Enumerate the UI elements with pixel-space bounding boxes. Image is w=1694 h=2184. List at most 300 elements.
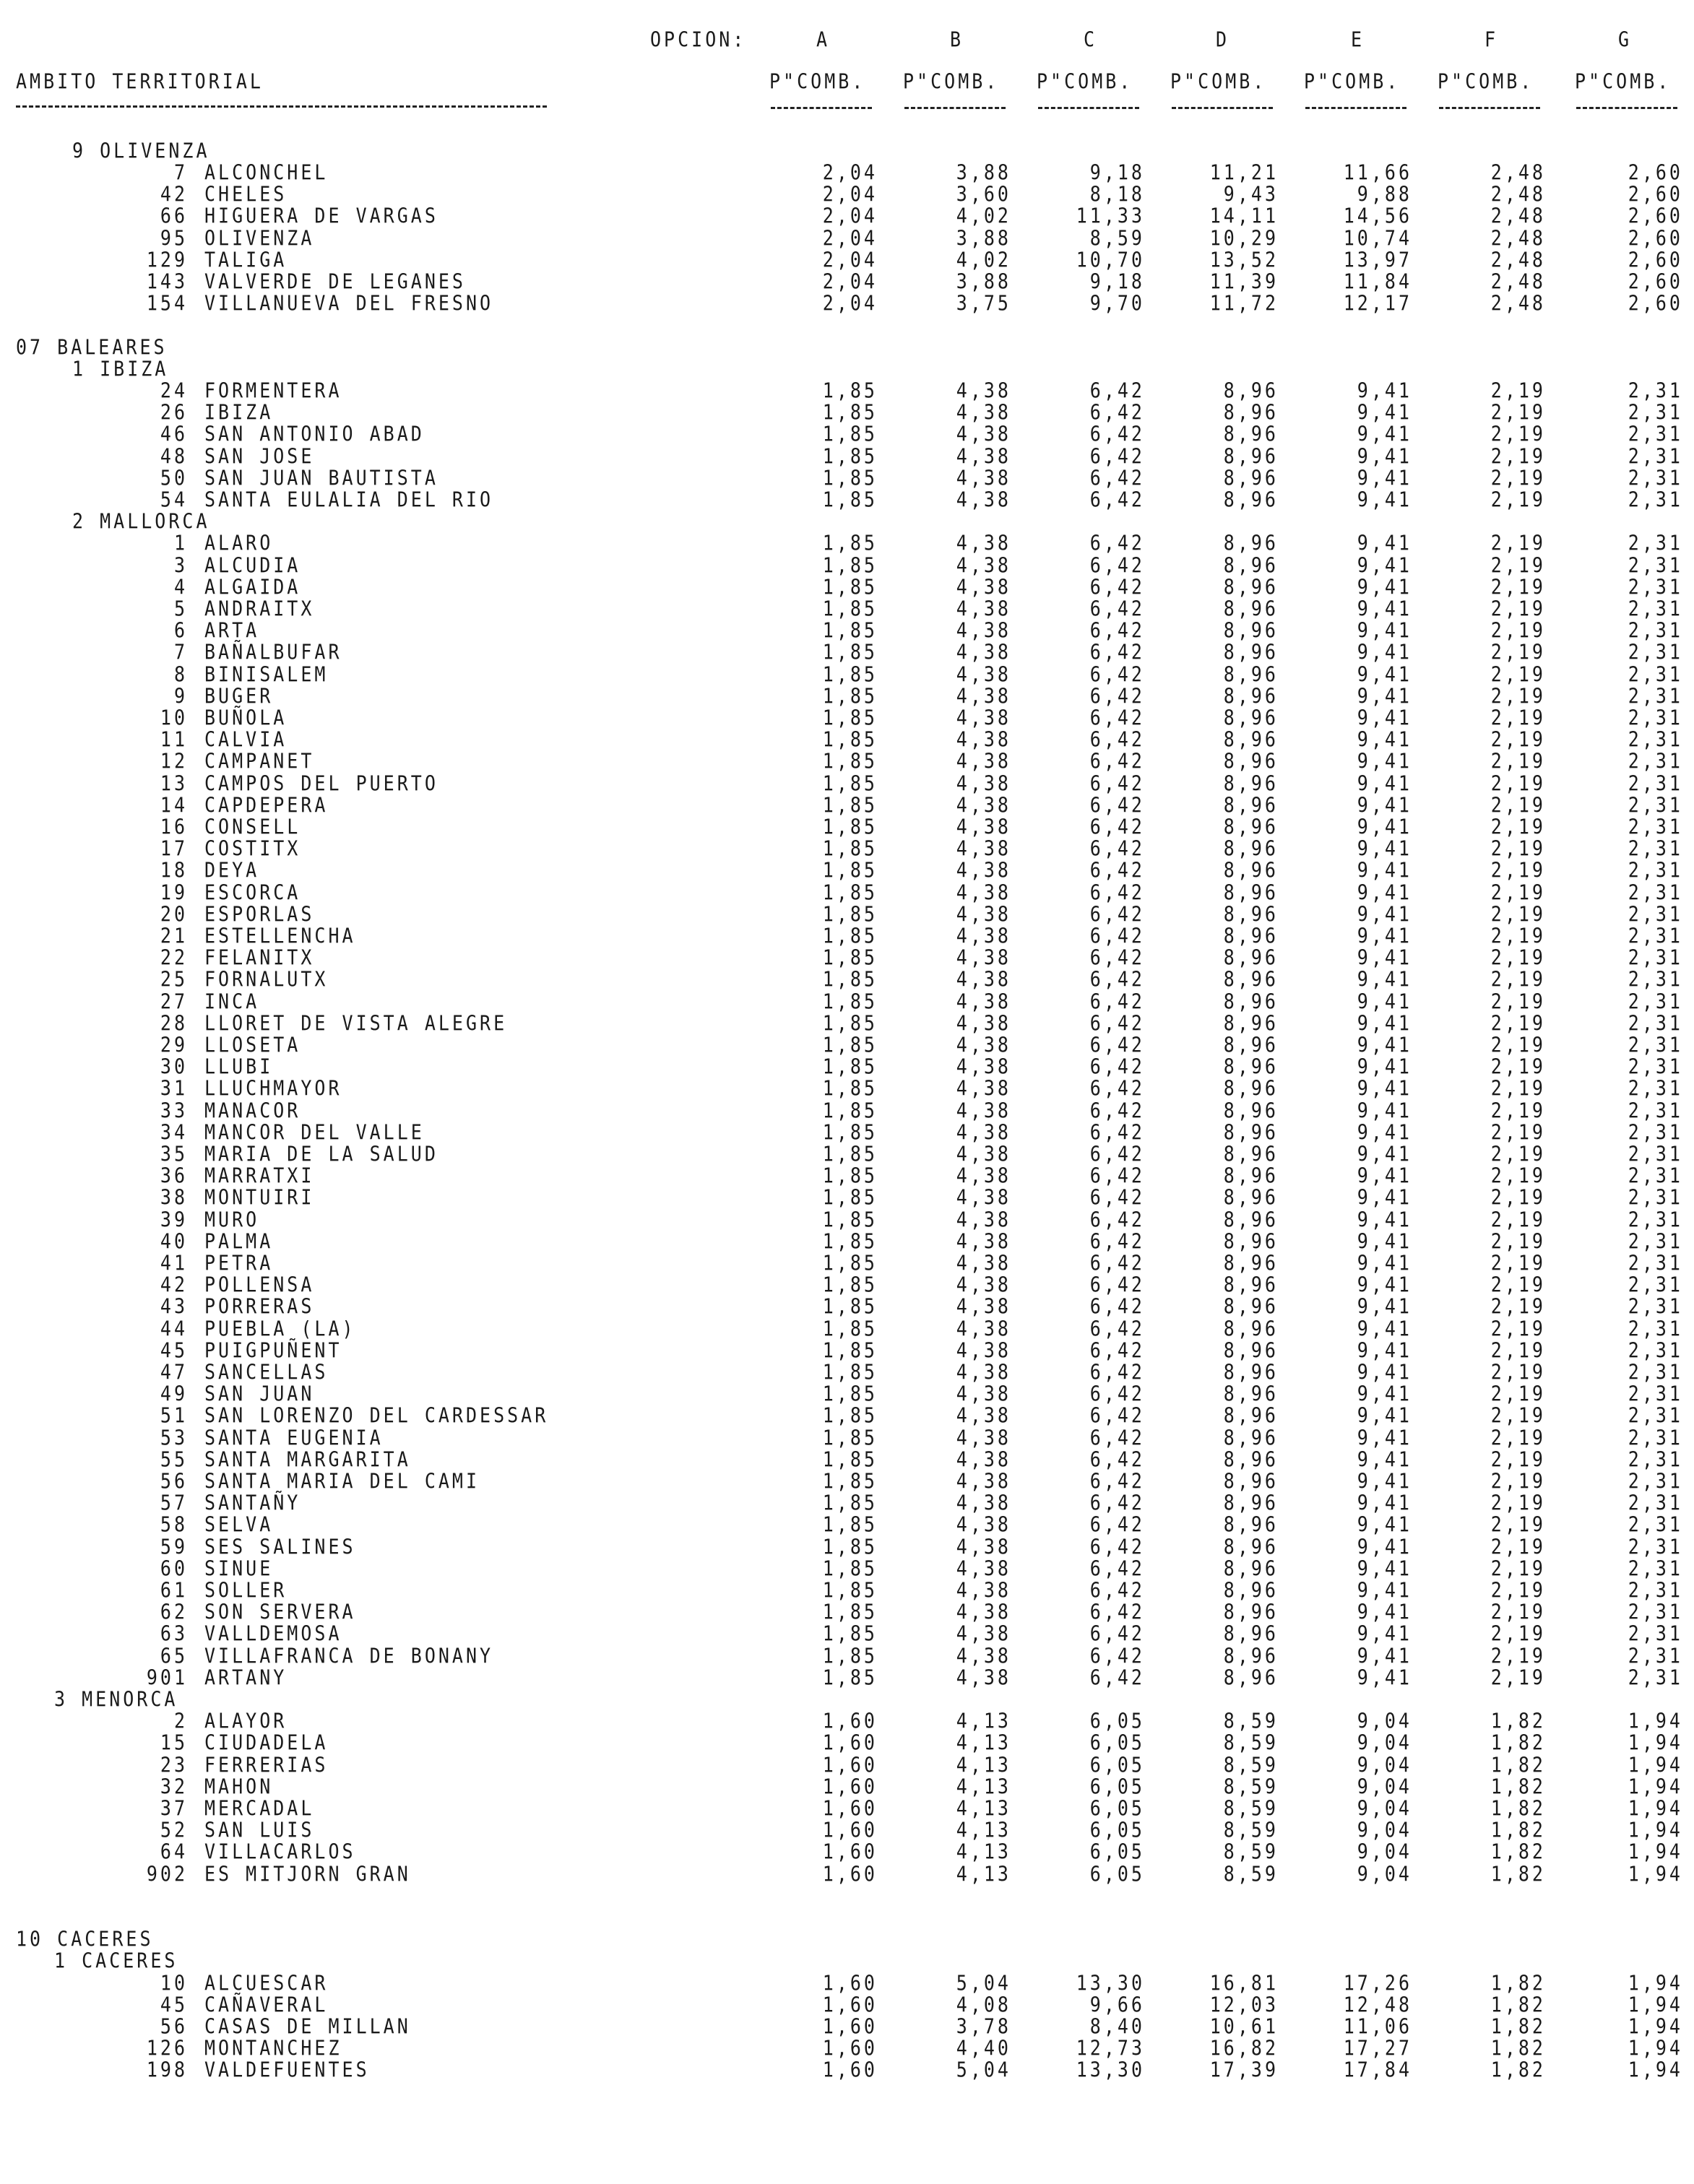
value-cell-e: 9,41: [1357, 1600, 1412, 1624]
value-cell-b: 4,38: [956, 858, 1011, 883]
value-cell-b: 4,13: [956, 1840, 1011, 1864]
municipality-name: OLIVENZA: [204, 225, 315, 250]
value-cell-e: 9,41: [1357, 1033, 1412, 1057]
municipality-name: FERRERIAS: [204, 1752, 329, 1777]
municipality-code: 24: [160, 378, 188, 403]
value-cell-e: 17,27: [1343, 2036, 1412, 2060]
municipality-name: FELANITX: [204, 945, 315, 970]
value-cell-a: 1,60: [822, 1774, 878, 1799]
municipality-name: SAN JUAN BAUTISTA: [204, 465, 438, 490]
column-underline: [1439, 107, 1540, 109]
value-cell-b: 4,38: [956, 1010, 1011, 1036]
value-cell-f: 2,19: [1490, 1556, 1546, 1581]
value-cell-f: 2,48: [1490, 291, 1546, 316]
value-cell-g: 2,31: [1628, 1447, 1683, 1472]
municipality-code: 36: [160, 1164, 188, 1188]
value-cell-e: 9,41: [1357, 727, 1412, 752]
value-cell-g: 2,31: [1628, 1185, 1683, 1210]
value-cell-c: 6,42: [1089, 1621, 1145, 1646]
value-cell-d: 8,59: [1223, 1840, 1279, 1864]
municipality-name: SON SERVERA: [204, 1600, 356, 1624]
value-cell-a: 1,85: [822, 1556, 878, 1581]
municipality-code: 54: [160, 488, 188, 512]
value-cell-e: 9,41: [1357, 552, 1412, 577]
value-cell-d: 14,11: [1209, 204, 1279, 228]
municipality-name: CAÑAVERAL: [204, 1992, 329, 2017]
municipality-name: LLUCHMAYOR: [204, 1076, 342, 1101]
value-cell-a: 1,85: [822, 1142, 878, 1166]
value-cell-a: 1,85: [822, 792, 878, 818]
value-cell-b: 4,38: [956, 1556, 1011, 1581]
value-cell-d: 8,59: [1223, 1774, 1279, 1799]
value-cell-b: 4,38: [956, 422, 1011, 446]
value-cell-g: 1,94: [1628, 1796, 1683, 1821]
municipality-name: CAMPANET: [204, 749, 315, 774]
municipality-name: COSTITX: [204, 836, 301, 861]
value-cell-e: 9,41: [1357, 1251, 1412, 1275]
value-cell-c: 6,42: [1089, 1251, 1145, 1275]
value-cell-g: 2,31: [1628, 1164, 1683, 1188]
value-cell-a: 1,85: [822, 706, 878, 730]
value-cell-a: 1,85: [822, 1447, 878, 1472]
value-cell-d: 8,96: [1223, 1033, 1279, 1057]
value-cell-a: 1,85: [822, 597, 878, 621]
value-cell-a: 2,04: [822, 247, 878, 272]
municipality-code: 42: [160, 182, 188, 207]
value-cell-b: 4,38: [956, 749, 1011, 774]
value-cell-f: 2,19: [1490, 1534, 1546, 1559]
municipality-code: 63: [160, 1621, 188, 1646]
value-cell-a: 1,85: [822, 1338, 878, 1363]
value-cell-f: 2,19: [1490, 815, 1546, 839]
value-cell-a: 1,85: [822, 422, 878, 446]
value-cell-f: 2,19: [1490, 1054, 1546, 1079]
value-cell-c: 6,42: [1089, 1185, 1145, 1210]
value-cell-f: 2,19: [1490, 1207, 1546, 1231]
value-cell-f: 2,19: [1490, 1447, 1546, 1472]
section-header: 1 CACERES: [54, 1949, 178, 1973]
section-header: 10 CACERES: [16, 1927, 154, 1951]
value-cell-e: 17,26: [1343, 1970, 1412, 1995]
value-cell-b: 4,38: [956, 1251, 1011, 1275]
option-letter-g: G: [1618, 27, 1633, 52]
municipality-name: ESTELLENCHA: [204, 924, 356, 948]
section-header: 3 MENORCA: [54, 1687, 178, 1712]
value-cell-g: 2,31: [1628, 945, 1683, 970]
value-cell-c: 6,42: [1089, 1534, 1145, 1559]
value-cell-e: 17,84: [1343, 2058, 1412, 2082]
municipality-name: SAN JOSE: [204, 443, 315, 468]
column-header-b: P"COMB.: [903, 69, 1000, 94]
option-letter-c: C: [1084, 27, 1098, 52]
value-cell-e: 9,41: [1357, 1425, 1412, 1450]
value-cell-g: 2,31: [1628, 1621, 1683, 1646]
value-cell-c: 6,42: [1089, 836, 1145, 861]
value-cell-c: 13,30: [1076, 1970, 1145, 1995]
value-cell-g: 2,31: [1628, 1228, 1683, 1254]
value-cell-d: 8,96: [1223, 1207, 1279, 1231]
value-cell-f: 2,19: [1490, 1491, 1546, 1515]
value-cell-c: 6,42: [1089, 1600, 1145, 1624]
municipality-name: CIUDADELA: [204, 1730, 329, 1755]
value-cell-b: 4,38: [956, 989, 1011, 1013]
value-cell-d: 11,39: [1209, 269, 1279, 294]
value-cell-f: 2,19: [1490, 574, 1546, 599]
value-cell-g: 2,31: [1628, 815, 1683, 839]
value-cell-g: 2,31: [1628, 552, 1683, 577]
municipality-code: 11: [160, 727, 188, 752]
column-underline: [1172, 107, 1273, 109]
value-cell-f: 2,19: [1490, 422, 1546, 446]
municipality-name: CALVIA: [204, 727, 288, 752]
value-cell-b: 4,38: [956, 465, 1011, 490]
value-cell-a: 1,85: [822, 989, 878, 1013]
value-cell-f: 2,48: [1490, 269, 1546, 294]
value-cell-f: 2,19: [1490, 1294, 1546, 1319]
municipality-code: 2: [173, 1709, 188, 1733]
value-cell-d: 8,96: [1223, 1076, 1279, 1101]
value-cell-b: 4,38: [956, 792, 1011, 818]
value-cell-d: 13,52: [1209, 247, 1279, 272]
value-cell-g: 1,94: [1628, 2014, 1683, 2039]
value-cell-b: 4,38: [956, 662, 1011, 686]
municipality-code: 3: [173, 552, 188, 577]
value-cell-a: 1,85: [822, 683, 878, 708]
option-letter-a: A: [816, 27, 831, 52]
value-cell-g: 2,31: [1628, 836, 1683, 861]
value-cell-g: 2,31: [1628, 662, 1683, 686]
value-cell-d: 8,96: [1223, 574, 1279, 599]
value-cell-e: 11,06: [1343, 2014, 1412, 2039]
municipality-name: ALGAIDA: [204, 574, 301, 599]
value-cell-d: 8,59: [1223, 1730, 1279, 1755]
section-header: 1 IBIZA: [72, 356, 169, 381]
value-cell-f: 2,19: [1490, 662, 1546, 686]
value-cell-a: 1,85: [822, 1119, 878, 1145]
municipality-code: 143: [146, 269, 188, 294]
value-cell-b: 4,13: [956, 1774, 1011, 1799]
value-cell-d: 8,96: [1223, 727, 1279, 752]
municipality-code: 60: [160, 1556, 188, 1581]
value-cell-c: 6,42: [1089, 1643, 1145, 1668]
value-cell-e: 9,41: [1357, 1469, 1412, 1494]
value-cell-g: 2,31: [1628, 618, 1683, 643]
value-cell-d: 8,96: [1223, 858, 1279, 883]
value-cell-b: 4,38: [956, 400, 1011, 425]
municipality-code: 48: [160, 443, 188, 468]
value-cell-a: 1,85: [822, 618, 878, 643]
value-cell-e: 9,41: [1357, 1447, 1412, 1472]
municipality-name: ALCUDIA: [204, 552, 301, 577]
municipality-name: SANTA MARGARITA: [204, 1447, 411, 1472]
value-cell-f: 2,19: [1490, 1142, 1546, 1166]
value-cell-g: 2,31: [1628, 1251, 1683, 1275]
value-cell-g: 2,31: [1628, 771, 1683, 795]
value-cell-b: 4,13: [956, 1752, 1011, 1777]
municipality-code: 33: [160, 1098, 188, 1122]
value-cell-a: 1,60: [822, 1861, 878, 1886]
value-cell-c: 9,66: [1089, 1992, 1145, 2017]
value-cell-e: 9,41: [1357, 1382, 1412, 1406]
municipality-name: PETRA: [204, 1251, 274, 1275]
municipality-code: 44: [160, 1316, 188, 1340]
municipality-name: SAN JUAN: [204, 1382, 315, 1406]
value-cell-e: 9,41: [1357, 1119, 1412, 1145]
value-cell-e: 11,84: [1343, 269, 1412, 294]
value-cell-e: 9,41: [1357, 1185, 1412, 1210]
value-cell-f: 2,19: [1490, 706, 1546, 730]
value-cell-g: 2,31: [1628, 1643, 1683, 1668]
value-cell-b: 4,38: [956, 1621, 1011, 1646]
value-cell-a: 1,85: [822, 880, 878, 904]
municipality-name: VALDEFUENTES: [204, 2058, 370, 2082]
value-cell-d: 8,96: [1223, 597, 1279, 621]
value-cell-d: 8,96: [1223, 989, 1279, 1013]
value-cell-d: 8,96: [1223, 1098, 1279, 1122]
value-cell-c: 6,42: [1089, 1447, 1145, 1472]
value-cell-d: 10,29: [1209, 225, 1279, 250]
value-cell-a: 1,85: [822, 1512, 878, 1537]
value-cell-a: 1,85: [822, 749, 878, 774]
value-cell-f: 1,82: [1490, 1970, 1546, 1995]
municipality-name: ESCORCA: [204, 880, 301, 904]
value-cell-a: 1,85: [822, 488, 878, 512]
value-cell-b: 4,02: [956, 247, 1011, 272]
value-cell-f: 2,19: [1490, 1076, 1546, 1101]
value-cell-b: 4,38: [956, 1294, 1011, 1319]
value-cell-a: 1,85: [822, 1098, 878, 1122]
value-cell-d: 8,59: [1223, 1861, 1279, 1886]
value-cell-b: 4,38: [956, 1164, 1011, 1188]
value-cell-f: 2,19: [1490, 1512, 1546, 1537]
value-cell-e: 9,04: [1357, 1840, 1412, 1864]
value-cell-e: 9,41: [1357, 465, 1412, 490]
value-cell-e: 9,04: [1357, 1709, 1412, 1733]
value-cell-c: 6,42: [1089, 945, 1145, 970]
value-cell-b: 4,38: [956, 443, 1011, 468]
value-cell-f: 2,19: [1490, 1316, 1546, 1340]
value-cell-e: 9,41: [1357, 901, 1412, 927]
section-header: 9 OLIVENZA: [72, 138, 210, 163]
section-header: 2 MALLORCA: [72, 509, 210, 534]
value-cell-f: 1,82: [1490, 2014, 1546, 2039]
value-cell-e: 9,41: [1357, 1665, 1412, 1690]
value-cell-d: 8,96: [1223, 749, 1279, 774]
value-cell-c: 6,42: [1089, 706, 1145, 730]
value-cell-a: 1,85: [822, 1033, 878, 1057]
municipality-code: 6: [173, 618, 188, 643]
value-cell-f: 1,82: [1490, 1840, 1546, 1864]
value-cell-d: 8,96: [1223, 1447, 1279, 1472]
value-cell-b: 4,38: [956, 618, 1011, 643]
column-header-f: P"COMB.: [1438, 69, 1534, 94]
value-cell-e: 12,17: [1343, 291, 1412, 316]
municipality-code: 21: [160, 924, 188, 948]
value-cell-b: 4,02: [956, 204, 1011, 228]
municipality-name: ALCONCHEL: [204, 160, 329, 185]
value-cell-d: 8,59: [1223, 1709, 1279, 1733]
municipality-code: 7: [173, 640, 188, 664]
value-cell-g: 2,31: [1628, 924, 1683, 948]
value-cell-d: 16,81: [1209, 1970, 1279, 1995]
municipality-code: 9: [173, 683, 188, 708]
municipality-code: 1: [173, 531, 188, 555]
value-cell-e: 9,41: [1357, 989, 1412, 1013]
value-cell-c: 6,42: [1089, 771, 1145, 795]
municipality-code: 39: [160, 1207, 188, 1231]
value-cell-b: 4,38: [956, 1098, 1011, 1122]
municipality-code: 37: [160, 1796, 188, 1821]
value-cell-b: 4,38: [956, 1142, 1011, 1166]
municipality-code: 22: [160, 945, 188, 970]
municipality-code: 46: [160, 422, 188, 446]
value-cell-d: 10,61: [1209, 2014, 1279, 2039]
value-cell-d: 11,72: [1209, 291, 1279, 316]
municipality-name: SANCELLAS: [204, 1360, 329, 1384]
value-cell-d: 8,96: [1223, 1010, 1279, 1036]
value-cell-c: 6,42: [1089, 443, 1145, 468]
value-cell-c: 6,42: [1089, 1207, 1145, 1231]
value-cell-d: 8,96: [1223, 1556, 1279, 1581]
value-cell-f: 1,82: [1490, 1774, 1546, 1799]
value-cell-a: 2,04: [822, 182, 878, 207]
value-cell-a: 1,85: [822, 1164, 878, 1188]
value-cell-e: 9,41: [1357, 1054, 1412, 1079]
value-cell-f: 2,19: [1490, 1033, 1546, 1057]
value-cell-c: 6,42: [1089, 815, 1145, 839]
value-cell-b: 4,38: [956, 1382, 1011, 1406]
municipality-code: 41: [160, 1251, 188, 1275]
value-cell-c: 12,73: [1076, 2036, 1145, 2060]
value-cell-b: 4,38: [956, 378, 1011, 403]
value-cell-d: 8,96: [1223, 1185, 1279, 1210]
value-cell-d: 8,96: [1223, 901, 1279, 927]
value-cell-c: 6,42: [1089, 1164, 1145, 1188]
value-cell-d: 8,96: [1223, 771, 1279, 795]
value-cell-e: 9,04: [1357, 1752, 1412, 1777]
value-cell-g: 2,31: [1628, 792, 1683, 818]
value-cell-c: 6,42: [1089, 378, 1145, 403]
municipality-code: 30: [160, 1054, 188, 1079]
value-cell-b: 4,38: [956, 1054, 1011, 1079]
municipality-code: 4: [173, 574, 188, 599]
value-cell-d: 8,96: [1223, 836, 1279, 861]
value-cell-a: 1,85: [822, 1294, 878, 1319]
value-cell-c: 6,42: [1089, 1294, 1145, 1319]
value-cell-d: 8,96: [1223, 945, 1279, 970]
value-cell-f: 2,19: [1490, 443, 1546, 468]
value-cell-d: 8,96: [1223, 1534, 1279, 1559]
value-cell-b: 3,75: [956, 291, 1011, 316]
value-cell-d: 8,96: [1223, 1621, 1279, 1646]
value-cell-g: 2,31: [1628, 989, 1683, 1013]
municipality-code: 19: [160, 880, 188, 904]
value-cell-b: 5,04: [956, 2058, 1011, 2082]
value-cell-a: 1,85: [822, 552, 878, 577]
value-cell-c: 9,70: [1089, 291, 1145, 316]
value-cell-c: 6,42: [1089, 792, 1145, 818]
value-cell-f: 2,19: [1490, 1273, 1546, 1297]
value-cell-e: 9,41: [1357, 1294, 1412, 1319]
municipality-code: 15: [160, 1730, 188, 1755]
value-cell-g: 2,31: [1628, 1578, 1683, 1603]
value-cell-c: 6,42: [1089, 1360, 1145, 1384]
value-cell-d: 8,96: [1223, 662, 1279, 686]
municipality-code: 7: [173, 160, 188, 185]
value-cell-e: 9,41: [1357, 1578, 1412, 1603]
value-cell-c: 6,42: [1089, 1273, 1145, 1297]
value-cell-g: 2,31: [1628, 706, 1683, 730]
value-cell-c: 6,42: [1089, 618, 1145, 643]
value-cell-d: 8,96: [1223, 640, 1279, 664]
column-header-g: P"COMB.: [1575, 69, 1672, 94]
value-cell-f: 2,19: [1490, 1228, 1546, 1254]
value-cell-e: 9,41: [1357, 1534, 1412, 1559]
value-cell-d: 8,96: [1223, 924, 1279, 948]
municipality-name: SINUE: [204, 1556, 274, 1581]
municipality-name: VILLAFRANCA DE BONANY: [204, 1643, 494, 1668]
value-cell-f: 2,48: [1490, 247, 1546, 272]
value-cell-g: 1,94: [1628, 1818, 1683, 1842]
value-cell-g: 2,31: [1628, 1469, 1683, 1494]
value-cell-a: 1,60: [822, 1752, 878, 1777]
value-cell-d: 8,96: [1223, 1119, 1279, 1145]
value-cell-c: 6,42: [1089, 749, 1145, 774]
value-cell-d: 8,96: [1223, 706, 1279, 730]
value-cell-e: 10,74: [1343, 225, 1412, 250]
value-cell-c: 9,18: [1089, 269, 1145, 294]
value-cell-d: 11,21: [1209, 160, 1279, 185]
value-cell-b: 4,13: [956, 1861, 1011, 1886]
value-cell-a: 1,60: [822, 2058, 878, 2082]
value-cell-c: 6,42: [1089, 989, 1145, 1013]
value-cell-a: 1,85: [822, 1600, 878, 1624]
value-cell-c: 6,05: [1089, 1730, 1145, 1755]
value-cell-a: 1,85: [822, 836, 878, 861]
column-underline: [1038, 107, 1139, 109]
value-cell-b: 4,13: [956, 1818, 1011, 1842]
municipality-code: 14: [160, 792, 188, 818]
municipality-code: 198: [146, 2058, 188, 2082]
section-header: 07 BALEARES: [16, 334, 168, 359]
value-cell-c: 6,42: [1089, 1076, 1145, 1101]
value-cell-a: 2,04: [822, 269, 878, 294]
value-cell-c: 6,05: [1089, 1861, 1145, 1886]
value-cell-g: 2,60: [1628, 291, 1683, 316]
value-cell-b: 4,38: [956, 880, 1011, 904]
municipality-name: LLOSETA: [204, 1033, 301, 1057]
municipality-name: ALARO: [204, 531, 274, 555]
value-cell-g: 1,94: [1628, 1840, 1683, 1864]
municipality-name: MONTANCHEZ: [204, 2036, 342, 2060]
municipality-name: ESPORLAS: [204, 901, 315, 927]
value-cell-d: 8,96: [1223, 465, 1279, 490]
ambito-territorial-label: AMBITO TERRITORIAL: [16, 69, 264, 94]
value-cell-a: 1,85: [822, 640, 878, 664]
value-cell-a: 1,85: [822, 465, 878, 490]
value-cell-d: 8,96: [1223, 618, 1279, 643]
municipality-name: ANDRAITX: [204, 597, 315, 621]
option-letter-f: F: [1485, 27, 1499, 52]
value-cell-c: 6,42: [1089, 1033, 1145, 1057]
value-cell-d: 8,96: [1223, 1469, 1279, 1494]
value-cell-f: 2,19: [1490, 552, 1546, 577]
value-cell-b: 4,38: [956, 597, 1011, 621]
value-cell-f: 2,19: [1490, 531, 1546, 555]
municipality-name: INCA: [204, 989, 260, 1013]
value-cell-e: 9,41: [1357, 1207, 1412, 1231]
value-cell-d: 8,96: [1223, 1382, 1279, 1406]
